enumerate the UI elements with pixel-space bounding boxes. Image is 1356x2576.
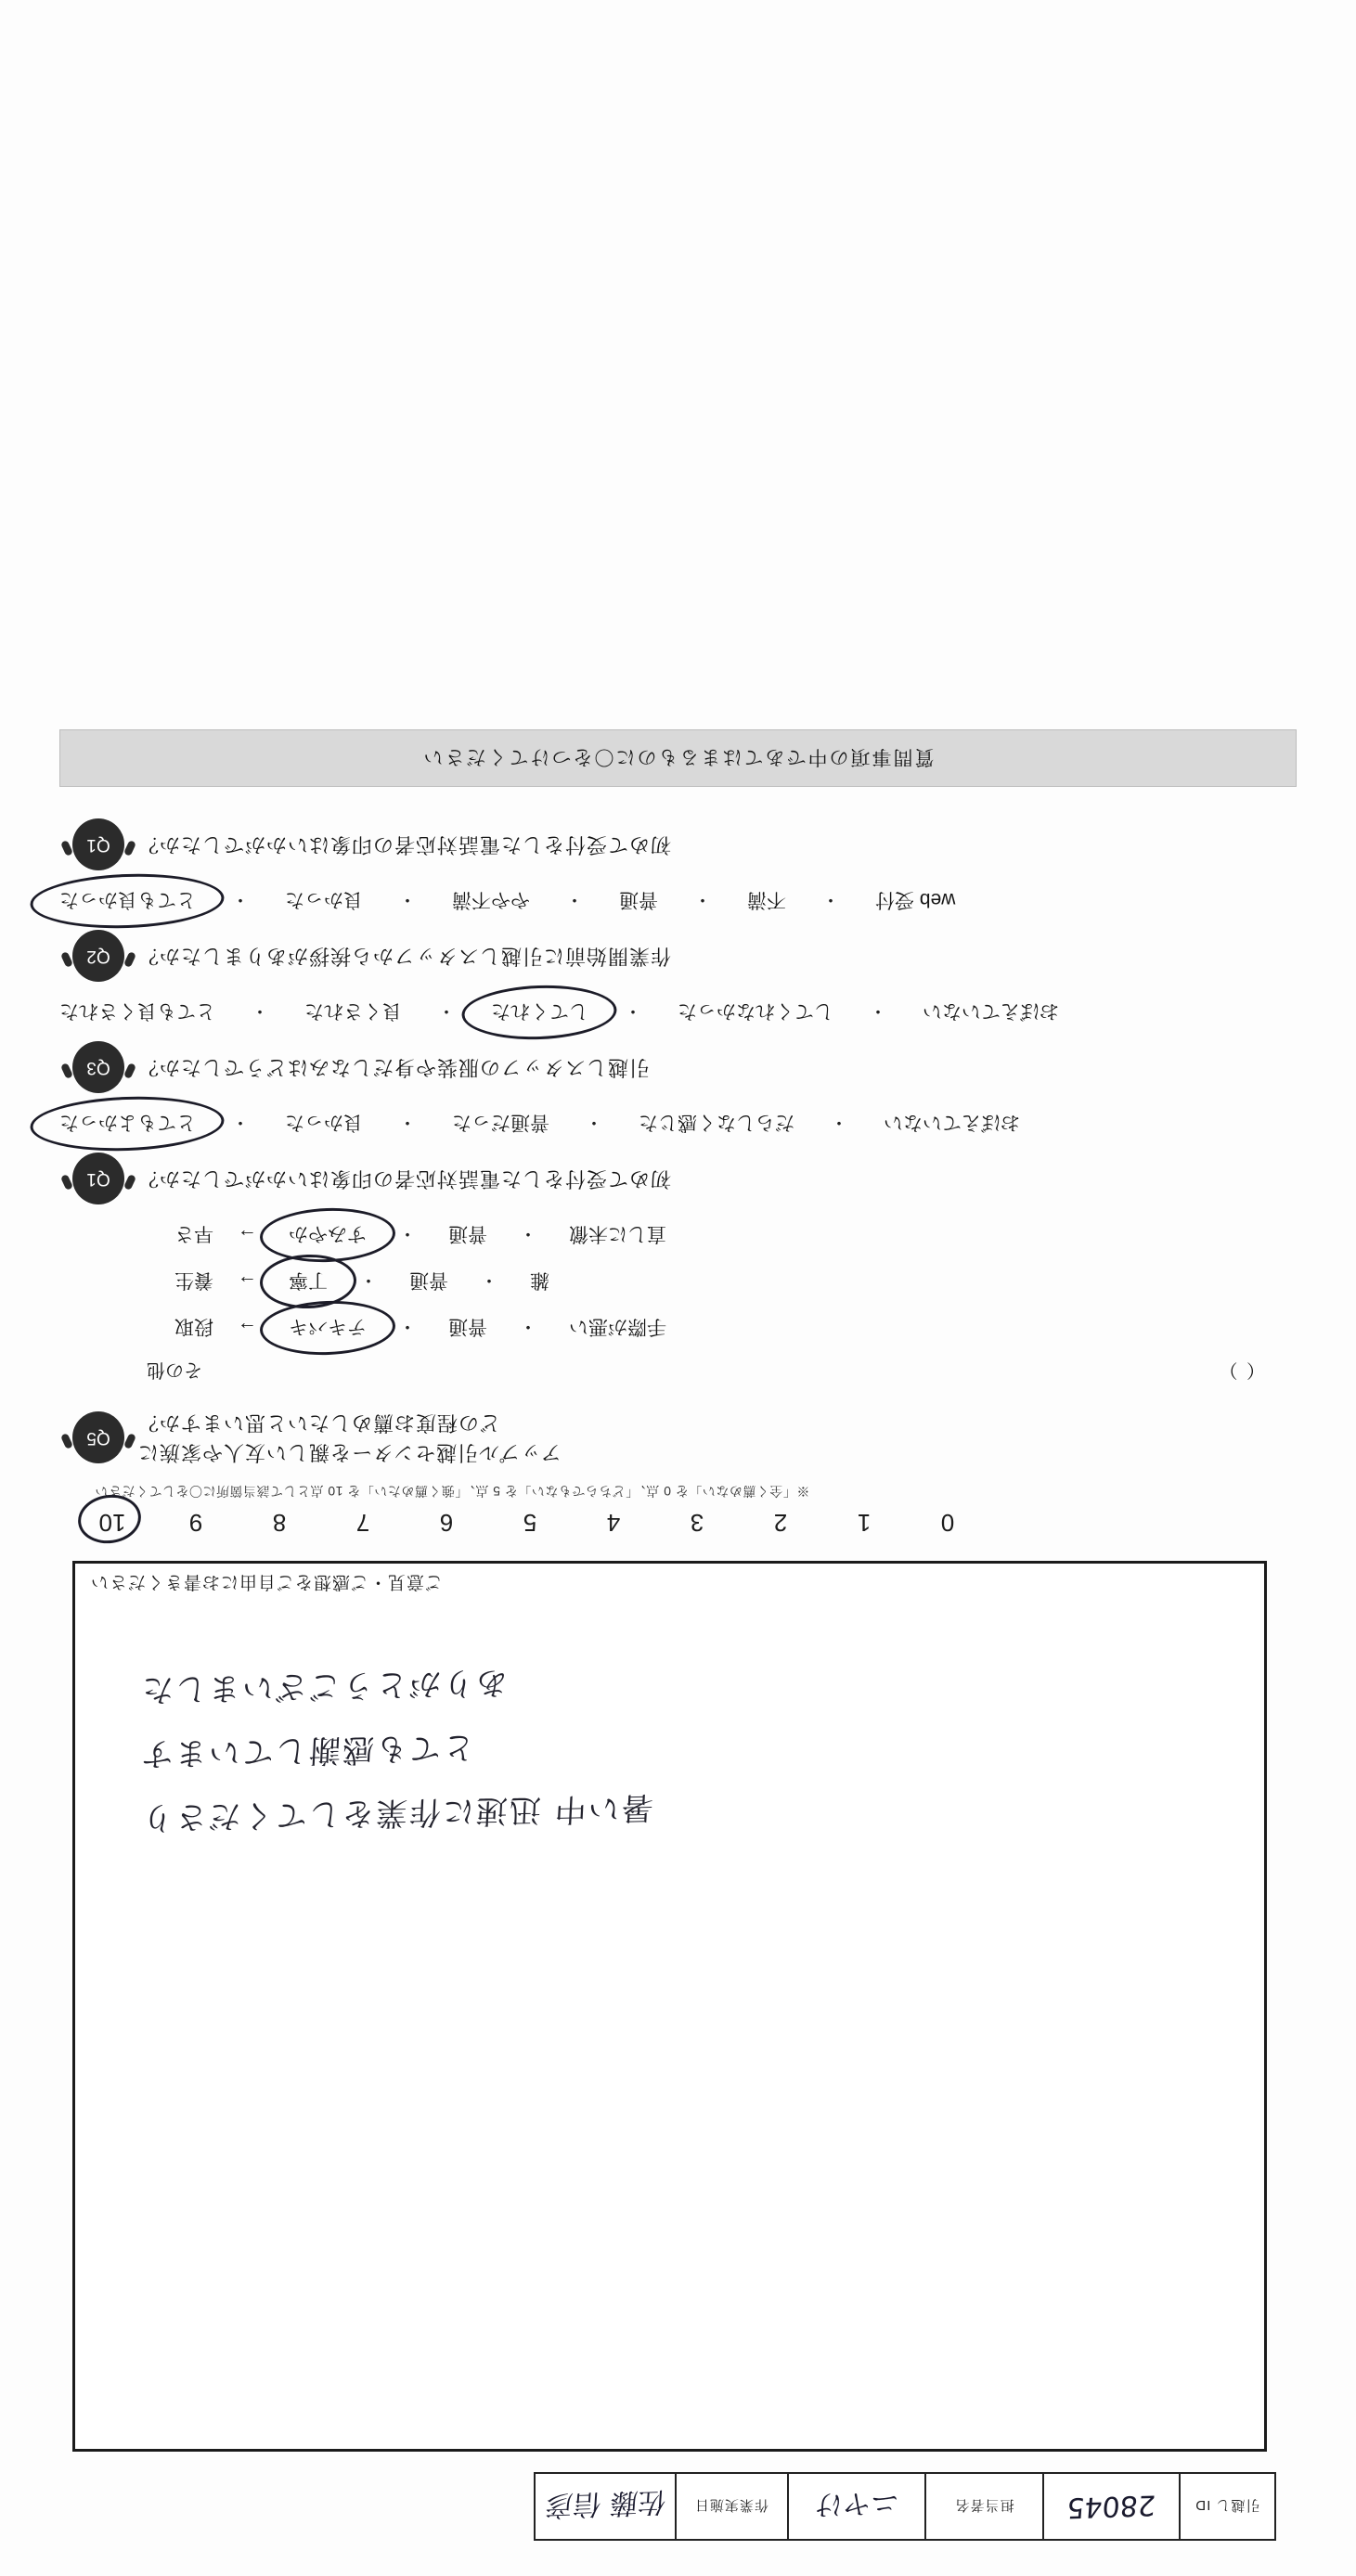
q4-row-2[interactable] bbox=[174, 1266, 1284, 1297]
q1-sep-3: ・ bbox=[565, 888, 584, 909]
nps-scale[interactable] bbox=[91, 1508, 1237, 1537]
nps-option-0[interactable]: 0 bbox=[940, 1509, 955, 1537]
nps-option-4[interactable]: 4 bbox=[606, 1509, 621, 1537]
question-q4-badge: Q1 bbox=[72, 1153, 124, 1204]
q2-option-5[interactable]: おぼえていない bbox=[923, 1000, 1059, 1023]
question-q4-text: 初めて受付をした電話対応者の印象はいかがでしたか？ bbox=[137, 1167, 672, 1191]
q4-row-3-option-1[interactable]: テキパキ bbox=[281, 1312, 374, 1344]
nps-note: ※「全く薦めない」を 0 点、「どちらでもない」を 5 点、「強く薦めたい」を 10 点として該当箇所に〇をしてください bbox=[95, 1484, 810, 1499]
q4-row-3-sep-2: ・ bbox=[519, 1315, 537, 1336]
header-customer-cell bbox=[536, 2474, 675, 2539]
header-id-label-cell bbox=[1179, 2474, 1274, 2539]
header-date-label-cell bbox=[675, 2474, 787, 2539]
nps-option-3[interactable]: 3 bbox=[690, 1509, 704, 1537]
header-id-strip bbox=[534, 2472, 1276, 2541]
q2-option-2[interactable]: 良くされた bbox=[304, 1000, 402, 1023]
question-q5-badge: Q5 bbox=[72, 1411, 124, 1463]
question-block-q4 bbox=[72, 1153, 1284, 1204]
question-q2-head bbox=[72, 930, 1284, 982]
q4-other-label: その他 bbox=[147, 1359, 202, 1381]
q1-option-6[interactable]: web 受付 bbox=[875, 889, 956, 911]
q4-other-line[interactable] bbox=[147, 1359, 1265, 1385]
q3-option-5[interactable]: おぼえていない bbox=[884, 1112, 1020, 1134]
q4-row-2-option-1[interactable]: 丁寧 bbox=[281, 1266, 335, 1297]
question-q5-head bbox=[72, 1408, 1284, 1467]
q4-row-1-option-1[interactable]: すみやか bbox=[281, 1219, 374, 1251]
handwritten-comment bbox=[75, 1643, 1264, 1835]
q4-row-2-option-2[interactable]: 普通 bbox=[409, 1269, 448, 1292]
free-comment-label: ご意見・ご感想をご自由にお書きください bbox=[90, 1572, 444, 1591]
q4-row-2-option-3[interactable]: 雑 bbox=[530, 1269, 549, 1292]
q1-option-4[interactable]: 普通 bbox=[619, 889, 658, 911]
question-block-q5 bbox=[72, 1408, 1284, 1467]
q4-row-2-head: 養生 bbox=[174, 1269, 213, 1292]
header-staff-value: ニヤけ bbox=[813, 2485, 900, 2521]
q4-row-1-option-3[interactable]: 直しに未徹 bbox=[569, 1223, 666, 1245]
question-q3-text: 引越しスタッフの服装や身だしなみはどうでしたか？ bbox=[137, 1056, 651, 1080]
q4-row-3-sep-1: ・ bbox=[398, 1315, 417, 1336]
question-q4-head bbox=[72, 1153, 1284, 1204]
question-q5-text-line1: アップル引越センターを親しい友人や家族に bbox=[137, 1441, 562, 1464]
q4-row-3-option-3[interactable]: 手際が悪い bbox=[569, 1316, 666, 1338]
q2-option-4[interactable]: してくれなかった bbox=[678, 1000, 833, 1023]
q3-sep-4: ・ bbox=[830, 1111, 848, 1132]
comment-line-2: とても感謝しています bbox=[139, 1728, 476, 1772]
q1-sep-5: ・ bbox=[821, 888, 840, 909]
nps-option-5[interactable]: 5 bbox=[523, 1509, 537, 1537]
q2-option-1[interactable]: とても良くされた bbox=[59, 1000, 215, 1023]
comment-line-1: 暑い中 迅速に作業をしてくださり bbox=[139, 1788, 654, 1836]
question-q5-text bbox=[137, 1408, 562, 1467]
q4-row-3-arrow: → bbox=[238, 1318, 257, 1340]
footer-instruction-banner: 質問事項の中であてはまるものに〇をつけてください bbox=[59, 729, 1297, 787]
q4-row-3-head: 段取 bbox=[174, 1316, 213, 1338]
q3-option-1[interactable]: とてもよかった bbox=[52, 1108, 203, 1140]
nps-option-2[interactable]: 2 bbox=[773, 1509, 788, 1537]
q3-option-3[interactable]: 普通だった bbox=[452, 1112, 549, 1134]
nps-option-9[interactable]: 9 bbox=[188, 1509, 203, 1537]
question-q5-text-line2: どの程度お薦めしたいと思いますか？ bbox=[137, 1411, 501, 1436]
q2-sep-3: ・ bbox=[624, 999, 642, 1021]
question-q2-options[interactable] bbox=[52, 997, 1304, 1028]
q4-row-2-sep-2: ・ bbox=[480, 1269, 498, 1290]
comment-line-3: ありがとうございました bbox=[139, 1663, 509, 1708]
question-q2-badge: Q2 bbox=[72, 930, 124, 982]
header-id-value: 28045 bbox=[1065, 2488, 1157, 2525]
q4-row-1-arrow: → bbox=[238, 1225, 257, 1247]
q4-row-1[interactable] bbox=[174, 1219, 1284, 1251]
q1-sep-1: ・ bbox=[231, 888, 250, 909]
nps-option-6[interactable]: 6 bbox=[439, 1509, 454, 1537]
nps-option-1[interactable]: 1 bbox=[857, 1509, 872, 1537]
q4-row-2-sep-1: ・ bbox=[359, 1269, 378, 1290]
q1-option-2[interactable]: 良かった bbox=[285, 889, 363, 911]
q3-sep-3: ・ bbox=[585, 1111, 603, 1132]
q4-row-3[interactable] bbox=[174, 1312, 1284, 1344]
q2-option-3[interactable]: してくれた bbox=[484, 997, 596, 1028]
q4-row-1-sep-1: ・ bbox=[398, 1222, 417, 1243]
q4-row-3-option-2[interactable]: 普通 bbox=[448, 1316, 487, 1338]
q3-option-4[interactable]: だらしなく感じた bbox=[639, 1112, 794, 1134]
nps-option-7[interactable]: 7 bbox=[355, 1509, 370, 1537]
q4-row-1-sep-2: ・ bbox=[519, 1222, 537, 1243]
q1-option-1[interactable]: とても良かった bbox=[52, 885, 203, 917]
q2-sep-1: ・ bbox=[251, 999, 269, 1021]
header-date-label: 作業実施日 bbox=[694, 2497, 769, 2514]
header-id-value-cell bbox=[1042, 2474, 1179, 2539]
q2-sep-4: ・ bbox=[869, 999, 887, 1021]
question-q1-head bbox=[72, 818, 1284, 870]
q2-sep-2: ・ bbox=[437, 999, 456, 1021]
q3-sep-1: ・ bbox=[231, 1111, 250, 1132]
question-block-q3 bbox=[72, 1041, 1284, 1093]
header-id-label: 引越し ID bbox=[1195, 2497, 1260, 2514]
q1-option-3[interactable]: やや不満 bbox=[452, 889, 530, 911]
question-q1-badge: Q1 bbox=[72, 818, 124, 870]
q3-option-2[interactable]: 良かった bbox=[285, 1112, 363, 1134]
q4-other-blank[interactable]: （ ） bbox=[1217, 1359, 1265, 1381]
q4-row-2-arrow: → bbox=[238, 1271, 257, 1294]
header-staff-label: 担当者名 bbox=[954, 2497, 1014, 2514]
question-q3-options[interactable] bbox=[52, 1108, 1304, 1140]
q3-sep-2: ・ bbox=[398, 1111, 417, 1132]
q4-row-1-option-2[interactable]: 普通 bbox=[448, 1223, 487, 1245]
header-staff-value-cell bbox=[787, 2474, 925, 2539]
q1-sep-4: ・ bbox=[693, 888, 712, 909]
header-customer-value: 佐藤 信彦 bbox=[543, 2484, 667, 2522]
q4-row-1-head: 早さ bbox=[174, 1223, 213, 1245]
q1-sep-2: ・ bbox=[398, 888, 417, 909]
question-q3-head bbox=[72, 1041, 1284, 1093]
question-q1-text: 初めて受付をした電話対応者の印象はいかがでしたか？ bbox=[137, 833, 672, 857]
question-block-q1 bbox=[72, 818, 1284, 870]
question-q2-text: 作業開始前に引越しスタッフから挨拶がありましたか？ bbox=[137, 945, 672, 969]
nps-option-10[interactable]: 10 bbox=[91, 1508, 134, 1537]
header-staff-label-cell bbox=[924, 2474, 1042, 2539]
question-q1-options[interactable] bbox=[52, 885, 1304, 917]
question-block-q2 bbox=[72, 930, 1284, 982]
free-comment-box[interactable] bbox=[72, 1561, 1267, 2452]
question-q3-badge: Q3 bbox=[72, 1041, 124, 1093]
q1-option-5[interactable]: 不満 bbox=[747, 889, 786, 911]
nps-option-8[interactable]: 8 bbox=[272, 1509, 287, 1537]
